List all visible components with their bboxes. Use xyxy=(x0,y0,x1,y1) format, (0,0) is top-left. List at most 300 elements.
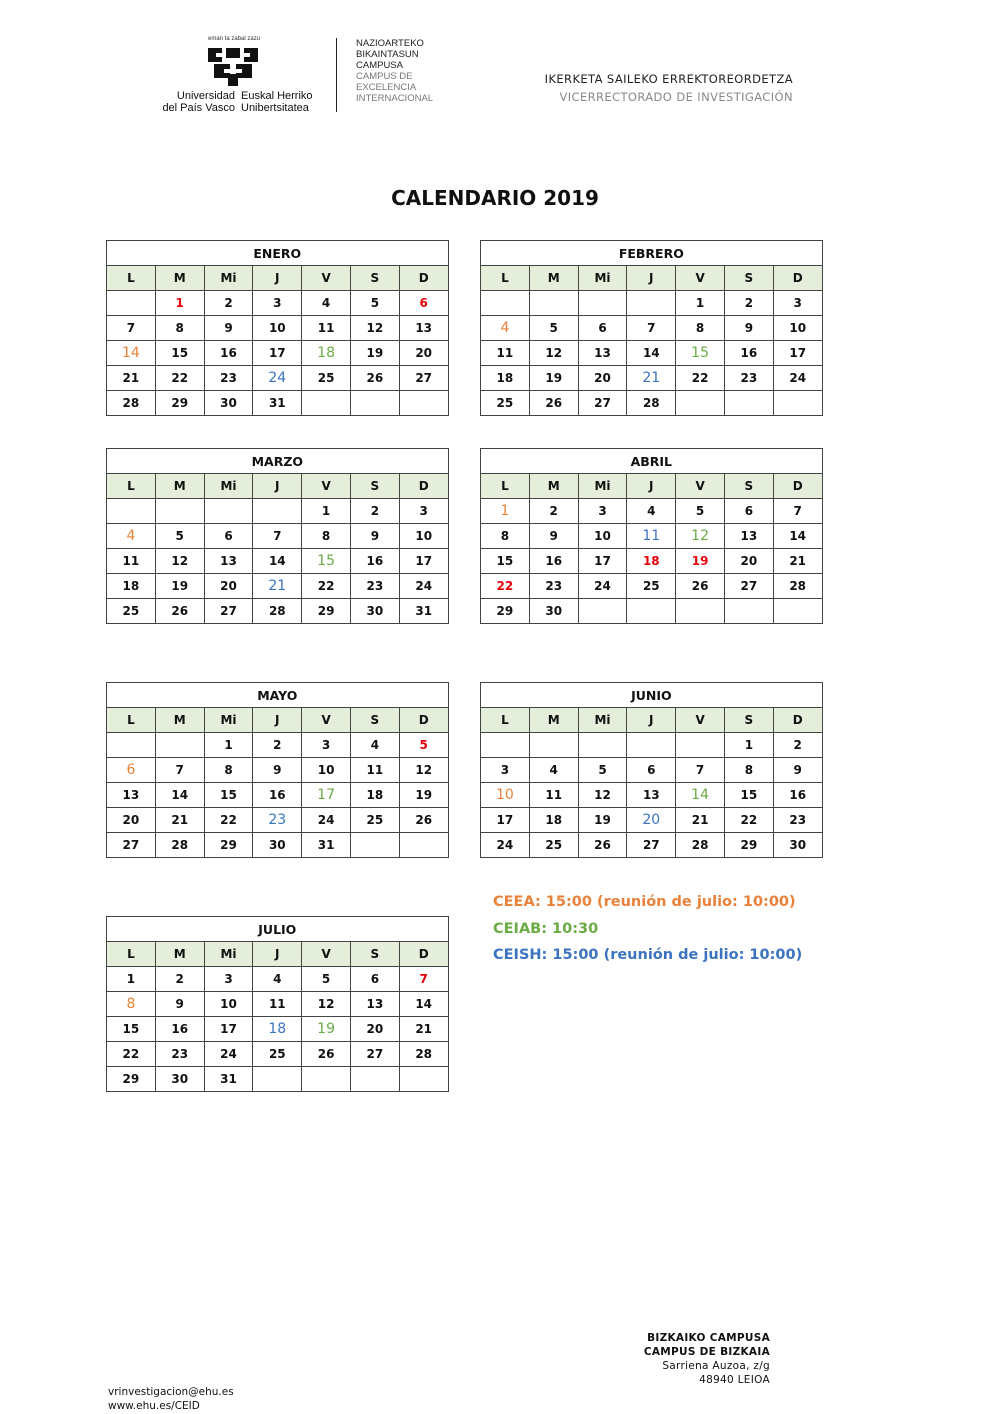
day-cell: 16 xyxy=(773,783,822,808)
day-cell: 12 xyxy=(676,524,725,549)
day-cell: 30 xyxy=(773,833,822,858)
week-row xyxy=(107,599,449,624)
weekday-header: J xyxy=(627,266,676,291)
empty-cell xyxy=(253,1067,302,1092)
day-cell: 6 xyxy=(578,316,627,341)
day-cell: 4 xyxy=(253,967,302,992)
day-cell: 2 xyxy=(253,733,302,758)
empty-cell xyxy=(724,599,773,624)
day-cell: 22 xyxy=(481,574,530,599)
day-cell: 1 xyxy=(302,499,351,524)
day-cell: 11 xyxy=(529,783,578,808)
day-cell: 18 xyxy=(253,1017,302,1042)
empty-cell xyxy=(676,391,725,416)
week-row xyxy=(107,1067,449,1092)
day-cell: 3 xyxy=(578,499,627,524)
month-name: ENERO xyxy=(107,241,449,266)
day-cell: 4 xyxy=(627,499,676,524)
empty-cell xyxy=(155,733,204,758)
day-cell: 27 xyxy=(578,391,627,416)
day-cell: 3 xyxy=(204,967,253,992)
day-cell: 27 xyxy=(350,1042,399,1067)
day-cell: 27 xyxy=(204,599,253,624)
day-cell: 9 xyxy=(155,992,204,1017)
day-cell: 12 xyxy=(529,341,578,366)
day-cell: 28 xyxy=(253,599,302,624)
week-row xyxy=(107,499,449,524)
empty-cell xyxy=(676,733,725,758)
day-cell: 14 xyxy=(676,783,725,808)
day-cell: 31 xyxy=(204,1067,253,1092)
month-table-mayo xyxy=(106,682,449,858)
page-title: CALENDARIO 2019 xyxy=(391,186,599,210)
empty-cell xyxy=(107,291,156,316)
week-row xyxy=(107,549,449,574)
empty-cell xyxy=(578,291,627,316)
day-cell: 18 xyxy=(529,808,578,833)
day-cell: 17 xyxy=(481,808,530,833)
day-cell: 18 xyxy=(302,341,351,366)
day-cell: 9 xyxy=(350,524,399,549)
weekday-header: V xyxy=(302,708,351,733)
vicerrectorado-heading: IKERKETA SAILEKO ERREKTOREORDETZA VICERRECTORADO DE INVESTIGACIÓN xyxy=(544,72,793,104)
week-row xyxy=(481,291,823,316)
week-row xyxy=(481,783,823,808)
day-cell: 18 xyxy=(107,574,156,599)
week-row xyxy=(481,499,823,524)
day-cell: 2 xyxy=(204,291,253,316)
weekday-header: D xyxy=(399,708,448,733)
logo-name-es: Universidad del País Vasco xyxy=(162,90,235,114)
day-cell: 12 xyxy=(155,549,204,574)
weekday-header: D xyxy=(399,474,448,499)
weekday-header: V xyxy=(676,708,725,733)
day-cell: 4 xyxy=(529,758,578,783)
day-cell: 1 xyxy=(724,733,773,758)
day-cell: 20 xyxy=(107,808,156,833)
day-cell: 15 xyxy=(155,341,204,366)
day-cell: 4 xyxy=(481,316,530,341)
weekday-header: S xyxy=(724,708,773,733)
week-row xyxy=(481,574,823,599)
week-row xyxy=(107,833,449,858)
week-row xyxy=(481,391,823,416)
empty-cell xyxy=(578,733,627,758)
week-row xyxy=(107,391,449,416)
day-cell: 18 xyxy=(481,366,530,391)
logo-name-eu: Euskal Herriko Unibertsitatea xyxy=(241,90,313,114)
day-cell: 14 xyxy=(399,992,448,1017)
weekday-header: L xyxy=(107,266,156,291)
day-cell: 19 xyxy=(302,1017,351,1042)
day-cell: 25 xyxy=(481,391,530,416)
day-cell: 20 xyxy=(724,549,773,574)
weekday-header: Mi xyxy=(204,266,253,291)
weekday-header: D xyxy=(399,266,448,291)
week-row xyxy=(107,524,449,549)
weekday-header: M xyxy=(529,266,578,291)
month-table-enero xyxy=(106,240,449,416)
day-cell: 15 xyxy=(676,341,725,366)
weekday-header: D xyxy=(773,474,822,499)
day-cell: 20 xyxy=(627,808,676,833)
day-cell: 21 xyxy=(399,1017,448,1042)
day-cell: 6 xyxy=(107,758,156,783)
month-table-abril xyxy=(480,448,823,624)
logo-tagline: eman ta zabal zazu xyxy=(208,36,261,42)
ehu-tree-logo-icon xyxy=(204,44,264,86)
day-cell: 26 xyxy=(529,391,578,416)
day-cell: 3 xyxy=(253,291,302,316)
day-cell: 9 xyxy=(253,758,302,783)
day-cell: 24 xyxy=(578,574,627,599)
day-cell: 20 xyxy=(350,1017,399,1042)
day-cell: 8 xyxy=(724,758,773,783)
day-cell: 24 xyxy=(302,808,351,833)
weekday-header: D xyxy=(399,942,448,967)
day-cell: 26 xyxy=(676,574,725,599)
day-cell: 12 xyxy=(399,758,448,783)
day-cell: 15 xyxy=(481,549,530,574)
day-cell: 29 xyxy=(724,833,773,858)
day-cell: 8 xyxy=(155,316,204,341)
week-row xyxy=(107,366,449,391)
day-cell: 20 xyxy=(204,574,253,599)
day-cell: 1 xyxy=(676,291,725,316)
day-cell: 3 xyxy=(302,733,351,758)
day-cell: 3 xyxy=(399,499,448,524)
day-cell: 21 xyxy=(676,808,725,833)
legend-ceea: CEEA: 15:00 (reunión de julio: 10:00) xyxy=(493,894,796,910)
day-cell: 24 xyxy=(773,366,822,391)
day-cell: 23 xyxy=(350,574,399,599)
day-cell: 13 xyxy=(627,783,676,808)
day-cell: 22 xyxy=(107,1042,156,1067)
week-row xyxy=(107,574,449,599)
day-cell: 5 xyxy=(302,967,351,992)
month-name: ABRIL xyxy=(481,449,823,474)
day-cell: 18 xyxy=(627,549,676,574)
day-cell: 9 xyxy=(529,524,578,549)
day-cell: 28 xyxy=(627,391,676,416)
day-cell: 17 xyxy=(302,783,351,808)
empty-cell xyxy=(107,499,156,524)
day-cell: 6 xyxy=(399,291,448,316)
empty-cell xyxy=(302,391,351,416)
day-cell: 7 xyxy=(399,967,448,992)
weekday-header: L xyxy=(481,266,530,291)
weekday-header: Mi xyxy=(204,474,253,499)
day-cell: 21 xyxy=(773,549,822,574)
weekday-header: Mi xyxy=(204,942,253,967)
day-cell: 31 xyxy=(302,833,351,858)
day-cell: 9 xyxy=(773,758,822,783)
day-cell: 25 xyxy=(302,366,351,391)
month-name: JUNIO xyxy=(481,683,823,708)
day-cell: 11 xyxy=(302,316,351,341)
day-cell: 14 xyxy=(773,524,822,549)
week-row xyxy=(481,808,823,833)
day-cell: 21 xyxy=(627,366,676,391)
day-cell: 28 xyxy=(399,1042,448,1067)
day-cell: 15 xyxy=(107,1017,156,1042)
month-table-febrero xyxy=(480,240,823,416)
contact-website[interactable]: www.ehu.es/CEID xyxy=(108,1400,200,1412)
empty-cell xyxy=(399,391,448,416)
empty-cell xyxy=(627,599,676,624)
day-cell: 25 xyxy=(107,599,156,624)
week-row xyxy=(107,992,449,1017)
day-cell: 2 xyxy=(350,499,399,524)
weekday-header: J xyxy=(253,266,302,291)
weekday-header: S xyxy=(350,942,399,967)
day-cell: 2 xyxy=(529,499,578,524)
day-cell: 26 xyxy=(399,808,448,833)
weekday-header: L xyxy=(107,708,156,733)
day-cell: 7 xyxy=(773,499,822,524)
day-cell: 20 xyxy=(399,341,448,366)
day-cell: 17 xyxy=(253,341,302,366)
week-row xyxy=(107,341,449,366)
empty-cell xyxy=(481,733,530,758)
weekday-header: L xyxy=(481,708,530,733)
day-cell: 2 xyxy=(155,967,204,992)
weekday-header: V xyxy=(302,942,351,967)
day-cell: 7 xyxy=(676,758,725,783)
day-cell: 28 xyxy=(676,833,725,858)
weekday-header: Mi xyxy=(204,708,253,733)
day-cell: 24 xyxy=(253,366,302,391)
day-cell: 15 xyxy=(204,783,253,808)
empty-cell xyxy=(399,1067,448,1092)
day-cell: 19 xyxy=(676,549,725,574)
day-cell: 16 xyxy=(529,549,578,574)
weekday-header: L xyxy=(107,474,156,499)
day-cell: 28 xyxy=(773,574,822,599)
day-cell: 22 xyxy=(204,808,253,833)
day-cell: 15 xyxy=(724,783,773,808)
weekday-header: V xyxy=(676,474,725,499)
weekday-header: L xyxy=(107,942,156,967)
day-cell: 11 xyxy=(107,549,156,574)
legend-ceish: CEISH: 15:00 (reunión de julio: 10:00) xyxy=(493,947,803,963)
empty-cell xyxy=(529,733,578,758)
day-cell: 13 xyxy=(204,549,253,574)
week-row xyxy=(107,758,449,783)
day-cell: 16 xyxy=(724,341,773,366)
empty-cell xyxy=(578,599,627,624)
weekday-header: S xyxy=(350,708,399,733)
weekday-header: M xyxy=(155,474,204,499)
day-cell: 3 xyxy=(773,291,822,316)
day-cell: 10 xyxy=(302,758,351,783)
weekday-header: J xyxy=(253,708,302,733)
day-cell: 23 xyxy=(529,574,578,599)
day-cell: 1 xyxy=(204,733,253,758)
day-cell: 13 xyxy=(399,316,448,341)
day-cell: 19 xyxy=(399,783,448,808)
day-cell: 22 xyxy=(724,808,773,833)
day-cell: 1 xyxy=(481,499,530,524)
week-row xyxy=(107,291,449,316)
day-cell: 25 xyxy=(253,1042,302,1067)
weekday-header: Mi xyxy=(578,266,627,291)
week-row xyxy=(481,341,823,366)
day-cell: 19 xyxy=(350,341,399,366)
day-cell: 23 xyxy=(724,366,773,391)
day-cell: 5 xyxy=(399,733,448,758)
day-cell: 27 xyxy=(724,574,773,599)
week-row xyxy=(107,733,449,758)
empty-cell xyxy=(724,391,773,416)
weekday-header: S xyxy=(350,474,399,499)
empty-cell xyxy=(302,1067,351,1092)
day-cell: 4 xyxy=(350,733,399,758)
day-cell: 26 xyxy=(302,1042,351,1067)
day-cell: 2 xyxy=(724,291,773,316)
day-cell: 10 xyxy=(773,316,822,341)
day-cell: 21 xyxy=(107,366,156,391)
day-cell: 24 xyxy=(399,574,448,599)
day-cell: 5 xyxy=(350,291,399,316)
weekday-header: M xyxy=(155,266,204,291)
day-cell: 4 xyxy=(107,524,156,549)
contact-email[interactable]: vrinvestigacion@ehu.es xyxy=(108,1386,234,1398)
day-cell: 30 xyxy=(204,391,253,416)
day-cell: 23 xyxy=(155,1042,204,1067)
day-cell: 23 xyxy=(253,808,302,833)
day-cell: 27 xyxy=(107,833,156,858)
day-cell: 31 xyxy=(253,391,302,416)
day-cell: 22 xyxy=(302,574,351,599)
day-cell: 5 xyxy=(529,316,578,341)
weekday-header: Mi xyxy=(578,708,627,733)
day-cell: 29 xyxy=(107,1067,156,1092)
week-row xyxy=(107,967,449,992)
day-cell: 6 xyxy=(724,499,773,524)
day-cell: 15 xyxy=(302,549,351,574)
day-cell: 12 xyxy=(302,992,351,1017)
weekday-header: J xyxy=(627,474,676,499)
committee-legend xyxy=(493,889,802,969)
day-cell: 19 xyxy=(578,808,627,833)
university-logo xyxy=(140,36,450,116)
weekday-header: S xyxy=(724,266,773,291)
week-row xyxy=(107,783,449,808)
day-cell: 25 xyxy=(529,833,578,858)
week-row xyxy=(107,316,449,341)
day-cell: 19 xyxy=(155,574,204,599)
weekday-header: D xyxy=(773,266,822,291)
day-cell: 17 xyxy=(399,549,448,574)
weekday-header: V xyxy=(302,266,351,291)
day-cell: 7 xyxy=(155,758,204,783)
week-row xyxy=(481,524,823,549)
day-cell: 9 xyxy=(724,316,773,341)
empty-cell xyxy=(350,391,399,416)
week-row xyxy=(481,758,823,783)
weekday-header: J xyxy=(253,474,302,499)
weekday-header: J xyxy=(627,708,676,733)
weekday-header: L xyxy=(481,474,530,499)
day-cell: 8 xyxy=(676,316,725,341)
empty-cell xyxy=(350,1067,399,1092)
month-name: FEBRERO xyxy=(481,241,823,266)
day-cell: 14 xyxy=(107,341,156,366)
week-row xyxy=(107,808,449,833)
day-cell: 26 xyxy=(350,366,399,391)
weekday-header: M xyxy=(155,708,204,733)
day-cell: 2 xyxy=(773,733,822,758)
day-cell: 18 xyxy=(350,783,399,808)
day-cell: 8 xyxy=(481,524,530,549)
day-cell: 3 xyxy=(481,758,530,783)
day-cell: 29 xyxy=(481,599,530,624)
day-cell: 17 xyxy=(578,549,627,574)
week-row xyxy=(481,599,823,624)
day-cell: 22 xyxy=(155,366,204,391)
day-cell: 10 xyxy=(578,524,627,549)
weekday-header: V xyxy=(302,474,351,499)
day-cell: 10 xyxy=(399,524,448,549)
day-cell: 1 xyxy=(155,291,204,316)
day-cell: 8 xyxy=(107,992,156,1017)
month-name: JULIO xyxy=(107,917,449,942)
day-cell: 24 xyxy=(204,1042,253,1067)
weekday-header: S xyxy=(724,474,773,499)
contact-info xyxy=(108,1385,234,1413)
day-cell: 13 xyxy=(578,341,627,366)
empty-cell xyxy=(350,833,399,858)
week-row xyxy=(481,549,823,574)
campus-address: BIZKAIKO CAMPUSA CAMPUS DE BIZKAIA Sarriena Auzoa, z/g 48940 LEIOA xyxy=(643,1332,770,1386)
day-cell: 8 xyxy=(204,758,253,783)
weekday-header: V xyxy=(676,266,725,291)
day-cell: 21 xyxy=(155,808,204,833)
empty-cell xyxy=(481,291,530,316)
empty-cell xyxy=(773,391,822,416)
day-cell: 25 xyxy=(627,574,676,599)
weekday-header: D xyxy=(773,708,822,733)
day-cell: 9 xyxy=(204,316,253,341)
weekday-header: M xyxy=(529,474,578,499)
day-cell: 26 xyxy=(578,833,627,858)
day-cell: 20 xyxy=(578,366,627,391)
empty-cell xyxy=(627,733,676,758)
weekday-header: Mi xyxy=(578,474,627,499)
day-cell: 17 xyxy=(204,1017,253,1042)
day-cell: 12 xyxy=(350,316,399,341)
empty-cell xyxy=(204,499,253,524)
day-cell: 16 xyxy=(204,341,253,366)
legend-ceiab: CEIAB: 10:30 xyxy=(493,920,599,937)
day-cell: 6 xyxy=(627,758,676,783)
day-cell: 11 xyxy=(627,524,676,549)
day-cell: 7 xyxy=(253,524,302,549)
empty-cell xyxy=(627,291,676,316)
day-cell: 28 xyxy=(107,391,156,416)
day-cell: 28 xyxy=(155,833,204,858)
day-cell: 30 xyxy=(155,1067,204,1092)
day-cell: 10 xyxy=(481,783,530,808)
day-cell: 23 xyxy=(773,808,822,833)
day-cell: 26 xyxy=(155,599,204,624)
day-cell: 5 xyxy=(676,499,725,524)
day-cell: 14 xyxy=(155,783,204,808)
day-cell: 29 xyxy=(155,391,204,416)
logo-divider xyxy=(336,38,337,112)
week-row xyxy=(481,366,823,391)
